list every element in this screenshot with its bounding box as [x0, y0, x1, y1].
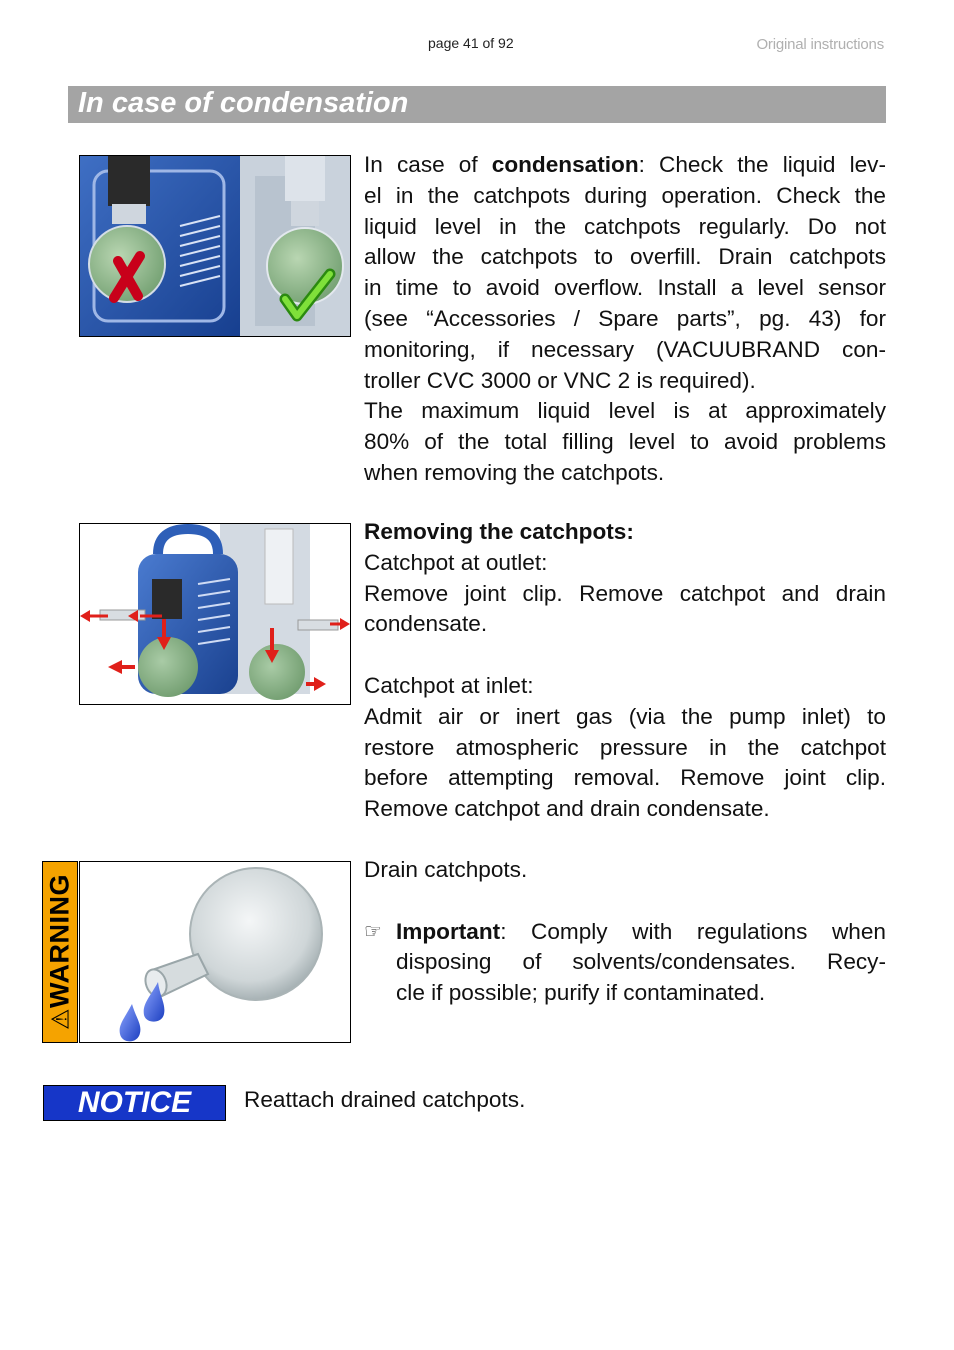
- removing-heading: [364, 517, 886, 548]
- warning-text: WARNING: [44, 873, 75, 1008]
- drain-section: [364, 855, 886, 1009]
- pointing-hand-icon: ☞: [364, 920, 382, 943]
- text-line: condensate.: [364, 611, 488, 637]
- text-line: Admit air or inert gas (via the pump inlet) to: [364, 703, 886, 729]
- important-note: [364, 917, 886, 1009]
- text-line: restore atmospheric pressure in the catchpot: [364, 734, 886, 760]
- outlet-label: Catchpot at outlet:: [364, 549, 548, 575]
- pump-illustration-removal: [80, 524, 350, 704]
- text-line: before attempting removal. Remove joint clip.: [364, 765, 886, 791]
- text-line: Remove catchpot and drain condensate.: [364, 796, 770, 822]
- text-line: allow the catchpots to overfill. Drain catchpots: [364, 244, 886, 270]
- page-number: page 41 of 92: [428, 35, 514, 51]
- text-span: : Check the liquid lev-: [638, 152, 886, 177]
- text-span: : Comply with regulations when: [500, 918, 886, 944]
- text-line: disposing of solvents/condensates. Recy-: [396, 949, 886, 975]
- important-label: Important: [396, 918, 501, 944]
- pump-illustration-levels: [80, 156, 350, 336]
- drain-text: Drain catchpots.: [364, 857, 528, 882]
- text-line: Remove joint clip. Remove catchpot and drain: [364, 580, 886, 606]
- text-line: 80% of the total filling level to avoid problems: [364, 429, 886, 455]
- section-header: [68, 86, 886, 123]
- bold-term: condensation: [491, 152, 639, 177]
- text-line: liquid level in the catchpots regularly. Do not: [364, 213, 886, 239]
- warning-triangle-icon: ⚠: [47, 1007, 75, 1031]
- inlet-label: Catchpot at inlet:: [364, 672, 534, 698]
- figure-drain-catchpot: [79, 861, 351, 1043]
- drop-icon: [120, 982, 165, 1041]
- notice-label: [43, 1085, 226, 1121]
- section-title: In case of condensation: [78, 87, 409, 119]
- warning-label: [42, 861, 78, 1043]
- text-line: el in the catchpots during operation. Check the: [364, 182, 886, 208]
- text-line: when removing the catchpots.: [364, 459, 665, 485]
- figure-catchpot-levels: [79, 155, 351, 337]
- notice-label-text: NOTICE: [77, 1086, 192, 1119]
- removing-heading-text: Removing the catchpots:: [364, 519, 634, 544]
- text-line: in time to avoid overflow. Install a level sensor: [364, 275, 886, 301]
- text-line: monitoring, if necessary (VACUUBRAND con-: [364, 336, 886, 362]
- removing-catchpots-section: [364, 517, 886, 825]
- document-label: Original instructions: [756, 36, 884, 53]
- important-note-body: [396, 917, 886, 1009]
- text-line: troller CVC 3000 or VNC 2 is required).: [364, 367, 756, 393]
- text-span: In case of: [364, 152, 492, 177]
- flask-illustration: [80, 862, 350, 1042]
- text-line: cle if possible; purify if contaminated.: [396, 980, 766, 1006]
- text-line: (see “Accessories / Spare parts”, pg. 43) for: [364, 305, 886, 331]
- condensation-paragraph: [364, 150, 886, 489]
- warning-text-group: [45, 874, 76, 1030]
- notice-text: Reattach drained catchpots.: [244, 1087, 526, 1112]
- text-line: The maximum liquid level is at approximately: [364, 398, 886, 424]
- figure-removing-catchpots: [79, 523, 351, 705]
